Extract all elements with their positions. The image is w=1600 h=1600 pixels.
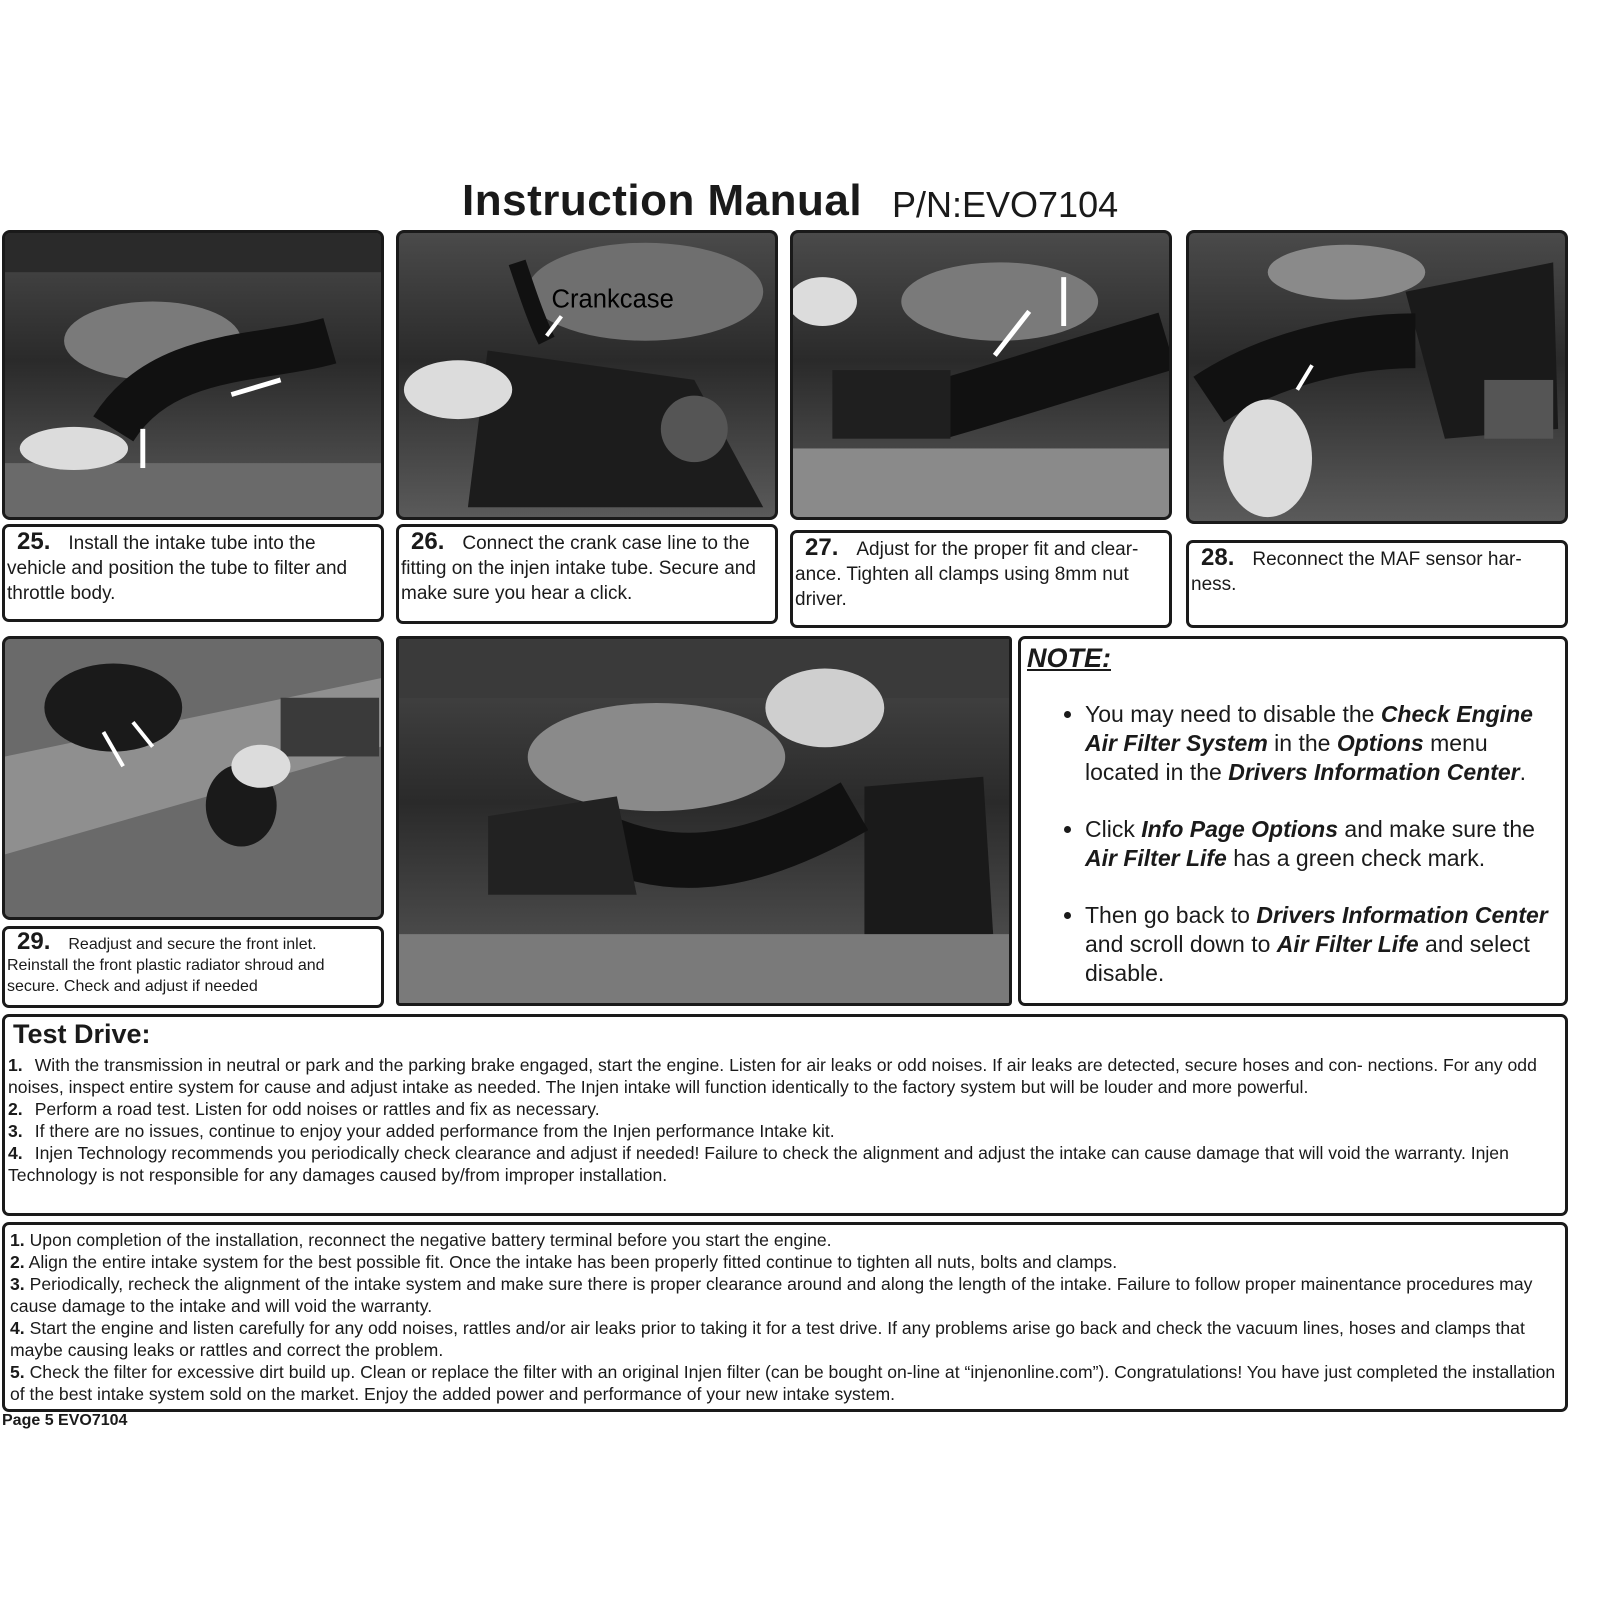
- step-26-photo: [396, 230, 778, 520]
- final-instructions-box: [2, 1222, 1568, 1412]
- step-number: 29.: [17, 928, 51, 955]
- item-number: 3.: [10, 1274, 25, 1294]
- item-text: Align the entire intake system for the best possible fit. Once the intake has been properly fitted continue to tighten all nuts, bolts and clamps.: [28, 1252, 1118, 1272]
- note-emphasis: Air Filter Life: [1276, 931, 1419, 957]
- note-text: You may need to disable the: [1085, 701, 1381, 727]
- item-text: With the transmission in neutral or park and the parking brake engaged, start the engine. Listen for air leaks or odd noises. If air leaks are detected, secure hoses and con- nections. For any odd noises, inspect entire system for cause and adjust intake as needed. The Injen intake will function identically to the factory system but will be louder and more powerful.: [8, 1055, 1537, 1097]
- instruction-item: [5, 1229, 1565, 1251]
- instruction-item: [5, 1273, 1565, 1317]
- step-text: Connect the crank case line to the fitting on the injen intake tube. Secure and make sure you hear a click.: [401, 533, 756, 604]
- item-number: 4.: [8, 1143, 23, 1163]
- step-text: Reconnect the MAF sensor har- ness.: [1191, 549, 1522, 595]
- note-text: in the: [1267, 730, 1337, 756]
- step-27-photo: [790, 230, 1172, 520]
- item-text: Periodically, recheck the alignment of the intake system and make sure there is proper clearance around and along the length of the intake. Failure to follow proper mainentance procedures may cause damage to the intake and will void the warranty.: [10, 1274, 1533, 1316]
- test-drive-box: [2, 1014, 1568, 1216]
- note-text: Then go back to: [1085, 902, 1257, 928]
- item-number: 4.: [10, 1318, 25, 1338]
- note-item: [1085, 815, 1559, 873]
- step-text: Adjust for the proper fit and clear- ance. Tighten all clamps using 8mm nut driver.: [795, 539, 1139, 610]
- note-title: NOTE:: [1027, 643, 1111, 673]
- instruction-item: [5, 1317, 1565, 1361]
- crankcase-label: Crankcase: [551, 285, 674, 314]
- note-emphasis: Check Engine Air Filter System: [1085, 701, 1533, 756]
- item-number: 1.: [10, 1230, 25, 1250]
- item-number: 3.: [8, 1121, 23, 1141]
- completed-install-photo: [396, 636, 1012, 1006]
- test-drive-item: [5, 1142, 1565, 1186]
- step-26-caption: [396, 524, 778, 624]
- test-drive-title: Test Drive:: [13, 1019, 151, 1049]
- instruction-item: [5, 1361, 1565, 1405]
- completed-engine-image: [399, 639, 1009, 1003]
- step-number: 27.: [805, 534, 839, 561]
- test-drive-item: [5, 1054, 1565, 1098]
- step-25-caption: [2, 524, 384, 622]
- clamp-adjust-image: [793, 233, 1169, 517]
- test-drive-item: [5, 1120, 1565, 1142]
- note-list: [1027, 700, 1559, 988]
- step-number: 25.: [17, 528, 51, 555]
- note-text: and select disable.: [1085, 931, 1530, 986]
- item-number: 2.: [8, 1099, 23, 1119]
- test-drive-item: [5, 1098, 1565, 1120]
- manual-title: Instruction Manual: [462, 176, 863, 225]
- step-29-photo: [2, 636, 384, 920]
- step-text: Readjust and secure the front inlet. Reinstall the front plastic radiator shroud and secure. Check and adjust if needed: [7, 936, 325, 995]
- step-number: 26.: [411, 528, 445, 555]
- item-number: 5.: [10, 1362, 25, 1382]
- crankcase-image: [399, 233, 775, 517]
- note-text: menu located in the: [1085, 730, 1488, 785]
- item-text: Injen Technology recommends you periodically check clearance and adjust if needed! Failure to check the alignment and adjust the intake can cause damage that will void the warranty. Injen Technology is not responsible for any damages caused by/from improper installation.: [8, 1143, 1509, 1185]
- note-item: [1085, 700, 1559, 787]
- note-emphasis: Air Filter Life: [1085, 845, 1227, 871]
- note-emphasis: Options: [1336, 730, 1424, 756]
- note-text: and scroll down to: [1085, 931, 1277, 957]
- step-25-photo: [2, 230, 384, 520]
- note-text: .: [1519, 759, 1527, 785]
- instruction-item: [5, 1251, 1565, 1273]
- note-emphasis: Drivers Information Center: [1256, 902, 1548, 928]
- note-emphasis: Info Page Options: [1141, 816, 1339, 842]
- item-text: Check the filter for excessive dirt build up. Clean or replace the filter with an original Injen filter (can be bought on-line at “injenonline.com”). Congratulations! You have just completed the installation of the best intake system sold on the market. Enjoy the added power and performance of your new intake system.: [10, 1362, 1556, 1404]
- part-number: P/N:EVO7104: [892, 184, 1119, 225]
- note-box: [1018, 636, 1568, 1006]
- step-28-photo: [1186, 230, 1568, 524]
- note-text: and make sure the: [1338, 816, 1535, 842]
- step-number: 28.: [1201, 544, 1235, 571]
- step-27-caption: [790, 530, 1172, 628]
- note-text: has a green check mark.: [1226, 845, 1486, 871]
- item-text: Upon completion of the installation, reconnect the negative battery terminal before you start the engine.: [29, 1230, 832, 1250]
- engine-bay-image: [5, 233, 381, 517]
- front-inlet-image: [5, 639, 381, 917]
- step-text: Install the intake tube into the vehicle and position the tube to filter and throttle body.: [7, 533, 348, 604]
- item-number: 1.: [8, 1055, 23, 1075]
- item-number: 2.: [10, 1252, 25, 1272]
- page-footer: Page 5 EVO7104: [2, 1412, 128, 1429]
- item-text: Start the engine and listen carefully for any odd noises, rattles and/or air leaks prior to taking it for a test drive. If any problems arise go back and check the vacuum lines, hoses and clamps that maybe causing leaks or rattles and correct the problem.: [10, 1318, 1525, 1360]
- item-text: If there are no issues, continue to enjoy your added performance from the Injen performance Intake kit.: [34, 1121, 835, 1141]
- note-item: [1085, 901, 1559, 988]
- maf-harness-image: [1189, 233, 1565, 521]
- note-text: Click: [1085, 816, 1142, 842]
- note-emphasis: Drivers Information Center: [1228, 759, 1520, 785]
- step-29-caption: [2, 926, 384, 1008]
- item-text: Perform a road test. Listen for odd noises or rattles and fix as necessary.: [34, 1099, 600, 1119]
- step-28-caption: [1186, 540, 1568, 628]
